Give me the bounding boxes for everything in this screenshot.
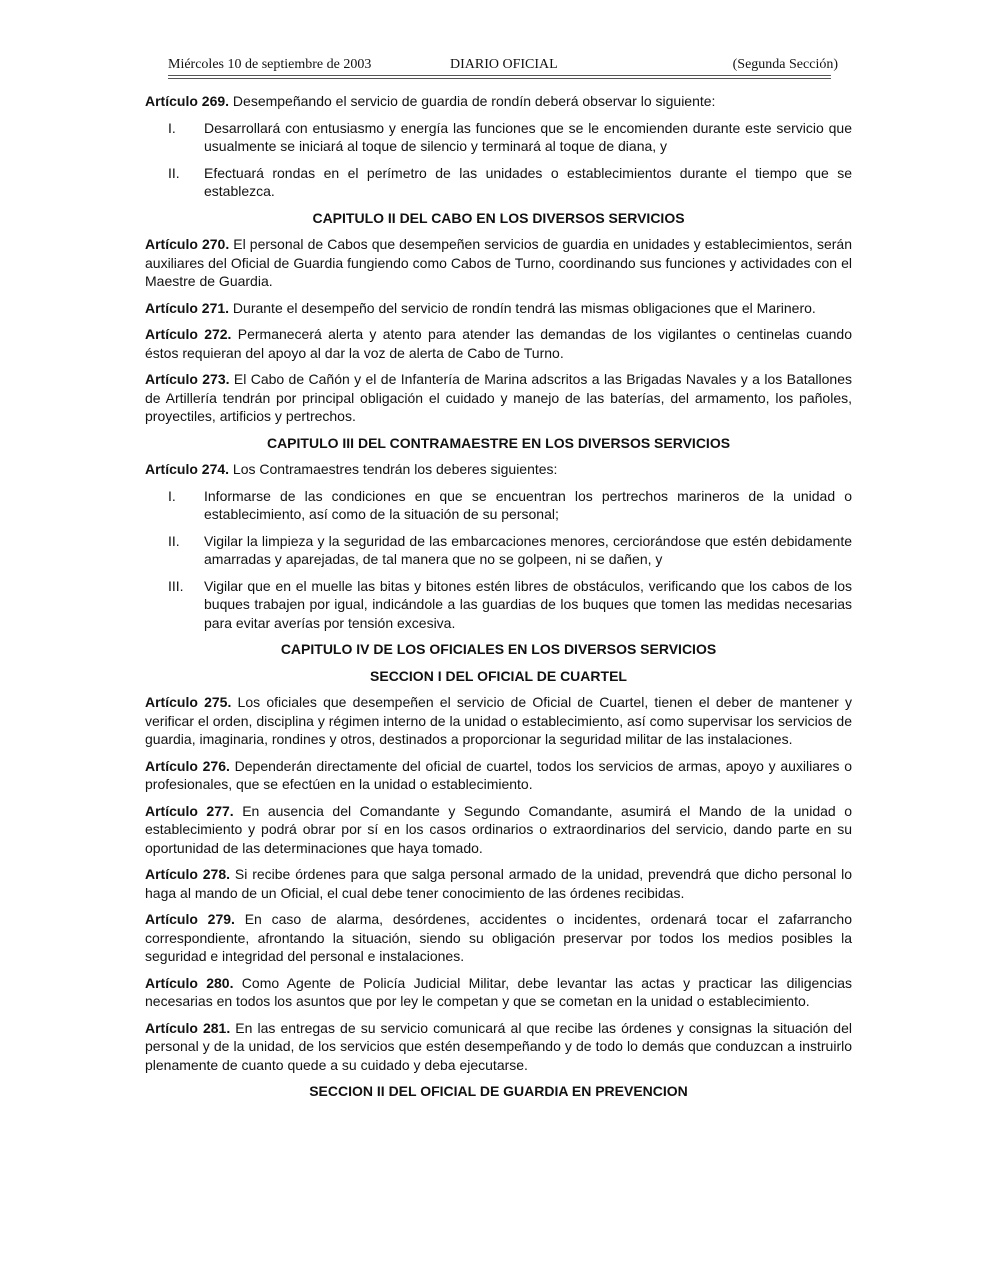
section-heading: SECCION II DEL OFICIAL DE GUARDIA EN PREVENCION [309, 1083, 688, 1099]
list-item [145, 577, 852, 633]
list-item-text: Informarse de las condiciones en que se encuentran los pertrechos marineros de la unidad o establecimiento, así como de la situación de su personal; [204, 487, 852, 522]
article-text: Como Agente de Policía Judicial Militar, debe levantar las actas y practicar las diligencias necesarias en todos los asuntos que por ley le competan y que se cometan en la unidad o establecimiento. [145, 974, 852, 1009]
article-text: Si recibe órdenes para que salga personal armado de la unidad, prevendrá que dicho personal lo haga al mando de un Oficial, el cual debe tener conocimiento de las órdenes recibidas. [145, 866, 852, 901]
article-text: En ausencia del Comandante y Segundo Comandante, asumirá el Mando de la unidad o establecimiento y podrá obrar por sí en los casos ordinarios o extraordinarios del servicio, dando parte en su oportunidad de las determinaciones que haya tomado. [145, 802, 852, 856]
chapter-heading: CAPITULO IV DE LOS OFICIALES EN LOS DIVERSOS SERVICIOS [280, 641, 717, 657]
article-label: Artículo 278. [145, 866, 231, 882]
list-item-number: III. [168, 577, 184, 594]
header-publication-title: DIARIO OFICIAL [450, 57, 558, 72]
article-label: Artículo 279. [145, 911, 235, 927]
article-271 [145, 299, 852, 318]
list-item-number: I. [168, 487, 176, 504]
article-label: Artículo 280. [145, 974, 234, 991]
article-label: Artículo 273. [145, 371, 230, 387]
article-text: Dependerán directamente del oficial de cuartel, todos los servicios de armas, apoyo y auxiliares o profesionales, que se efectúen en la unidad o establecimiento. [145, 757, 852, 792]
article-text: Permanecerá alerta y atento para atender las demandas de los vigilantes o centinelas cuando éstos requieran del apoyo al dar la voz de alerta de Cabo de Turno. [145, 326, 853, 361]
article-281 [145, 1019, 852, 1075]
section-heading: SECCION I DEL OFICIAL DE CUARTEL [370, 667, 627, 684]
article-272 [145, 325, 852, 362]
article-label: Artículo 269. [145, 93, 230, 109]
article-276 [145, 757, 852, 794]
article-label: Artículo 274. [145, 461, 230, 477]
list-item [145, 532, 852, 569]
list-item [145, 119, 852, 156]
list-item-text: Vigilar la limpieza y la seguridad de las embarcaciones menores, cerciorándose que estén debidamente amarradas y aparejadas, de tal manera que no se golpeen, ni se dañen, y [204, 532, 852, 567]
article-label: Artículo 275. [145, 694, 232, 710]
article-text: El Cabo de Cañón y el de Infantería de Marina adscritos a las Brigadas Navales y a los Batallones de Artillería tendrán por principal obligación el cuidado y manejo de las baterías, del armamento, los pañoles, proyectiles, artificios y pertrechos. [145, 371, 852, 424]
article-277 [145, 802, 852, 858]
article-text: Durante el desempeño del servicio de rondín tendrá las mismas obligaciones que el Marinero. [229, 299, 816, 316]
header-rule-bottom [168, 78, 831, 79]
article-269 [145, 92, 852, 111]
article-label: Artículo 271. [145, 299, 230, 316]
article-text: El personal de Cabos que desempeñen servicios de guardia en unidades y establecimientos, serán auxiliares del Oficial de Guardia fungiendo como Cabos de Turno, coordinando sus funciones y actividades con el Maestre de Guardia. [145, 236, 852, 289]
list-item-number: II. [168, 164, 180, 181]
article-273 [145, 370, 852, 426]
article-278 [145, 865, 852, 902]
list-item-text: Desarrollará con entusiasmo y energía las funciones que se le encomienden durante este servicio que usualmente se iniciará al toque de silencio y terminará al toque de diana, y [204, 119, 852, 154]
list-item-number: II. [168, 532, 180, 549]
article-label: Artículo 277. [145, 802, 234, 819]
page-header [168, 56, 838, 76]
article-279 [145, 910, 852, 966]
article-label: Artículo 281. [145, 1019, 231, 1036]
header-rule-top [168, 75, 831, 76]
chapter-heading: CAPITULO II DEL CABO EN LOS DIVERSOS SERVICIOS [312, 209, 685, 226]
chapter-heading: CAPITULO III DEL CONTRAMAESTRE EN LOS DIVERSOS SERVICIOS [266, 434, 731, 451]
document-body [145, 92, 852, 1109]
article-label: Artículo 276. [145, 757, 230, 774]
list-item-text: Vigilar que en el muelle las bitas y bitones estén libres de obstáculos, verificando que los cabos de los buques trabajen por igual, indicándole a las guardias de los buques que tomen las medidas necesarias para evitar averías por tensión excesiva. [204, 577, 852, 631]
article-274 [145, 460, 852, 479]
article-text: Los oficiales que desempeñen el servicio de Oficial de Cuartel, tienen el deber de mantener y verificar el orden, disciplina y régimen interno de la unidad o establecimiento, así como supervisar los servicios de guardia, imaginaria, rondines y otros, destinados a proporcionar la seguridad militar de las instalaciones. [145, 694, 852, 747]
header-section: (Segunda Sección) [732, 57, 838, 72]
article-label: Artículo 270. [145, 236, 230, 252]
article-text: En las entregas de su servicio comunicará al que recibe las órdenes y consignas la situación del personal y de la unidad, de los servicios que estén desempeñando y de todo lo demás que conduzcan a instruirlo plenamente de cuanto quede a su cuidado y deba ejecutarse. [145, 1019, 852, 1073]
list-item [145, 487, 852, 524]
article-label: Artículo 272. [145, 326, 232, 342]
header-date: Miércoles 10 de septiembre de 2003 [168, 57, 372, 72]
article-280 [145, 974, 852, 1011]
list-item [145, 164, 852, 201]
article-270 [145, 235, 852, 291]
article-text: Los Contramaestres tendrán los deberes siguientes: [229, 461, 558, 477]
article-275 [145, 693, 852, 749]
article-text: En caso de alarma, desórdenes, accidentes o incidentes, ordenará tocar el zafarrancho correspondiente, afrontando la situación, siendo su obligación preservar por todos los medios posibles la seguridad e integridad del personal e instalaciones. [145, 911, 853, 964]
list-item-number: I. [168, 119, 176, 136]
article-text: Desempeñando el servicio de guardia de rondín deberá observar lo siguiente: [229, 93, 716, 109]
list-item-text: Efectuará rondas en el perímetro de las unidades o establecimientos durante el tiempo que se establezca. [204, 164, 852, 199]
